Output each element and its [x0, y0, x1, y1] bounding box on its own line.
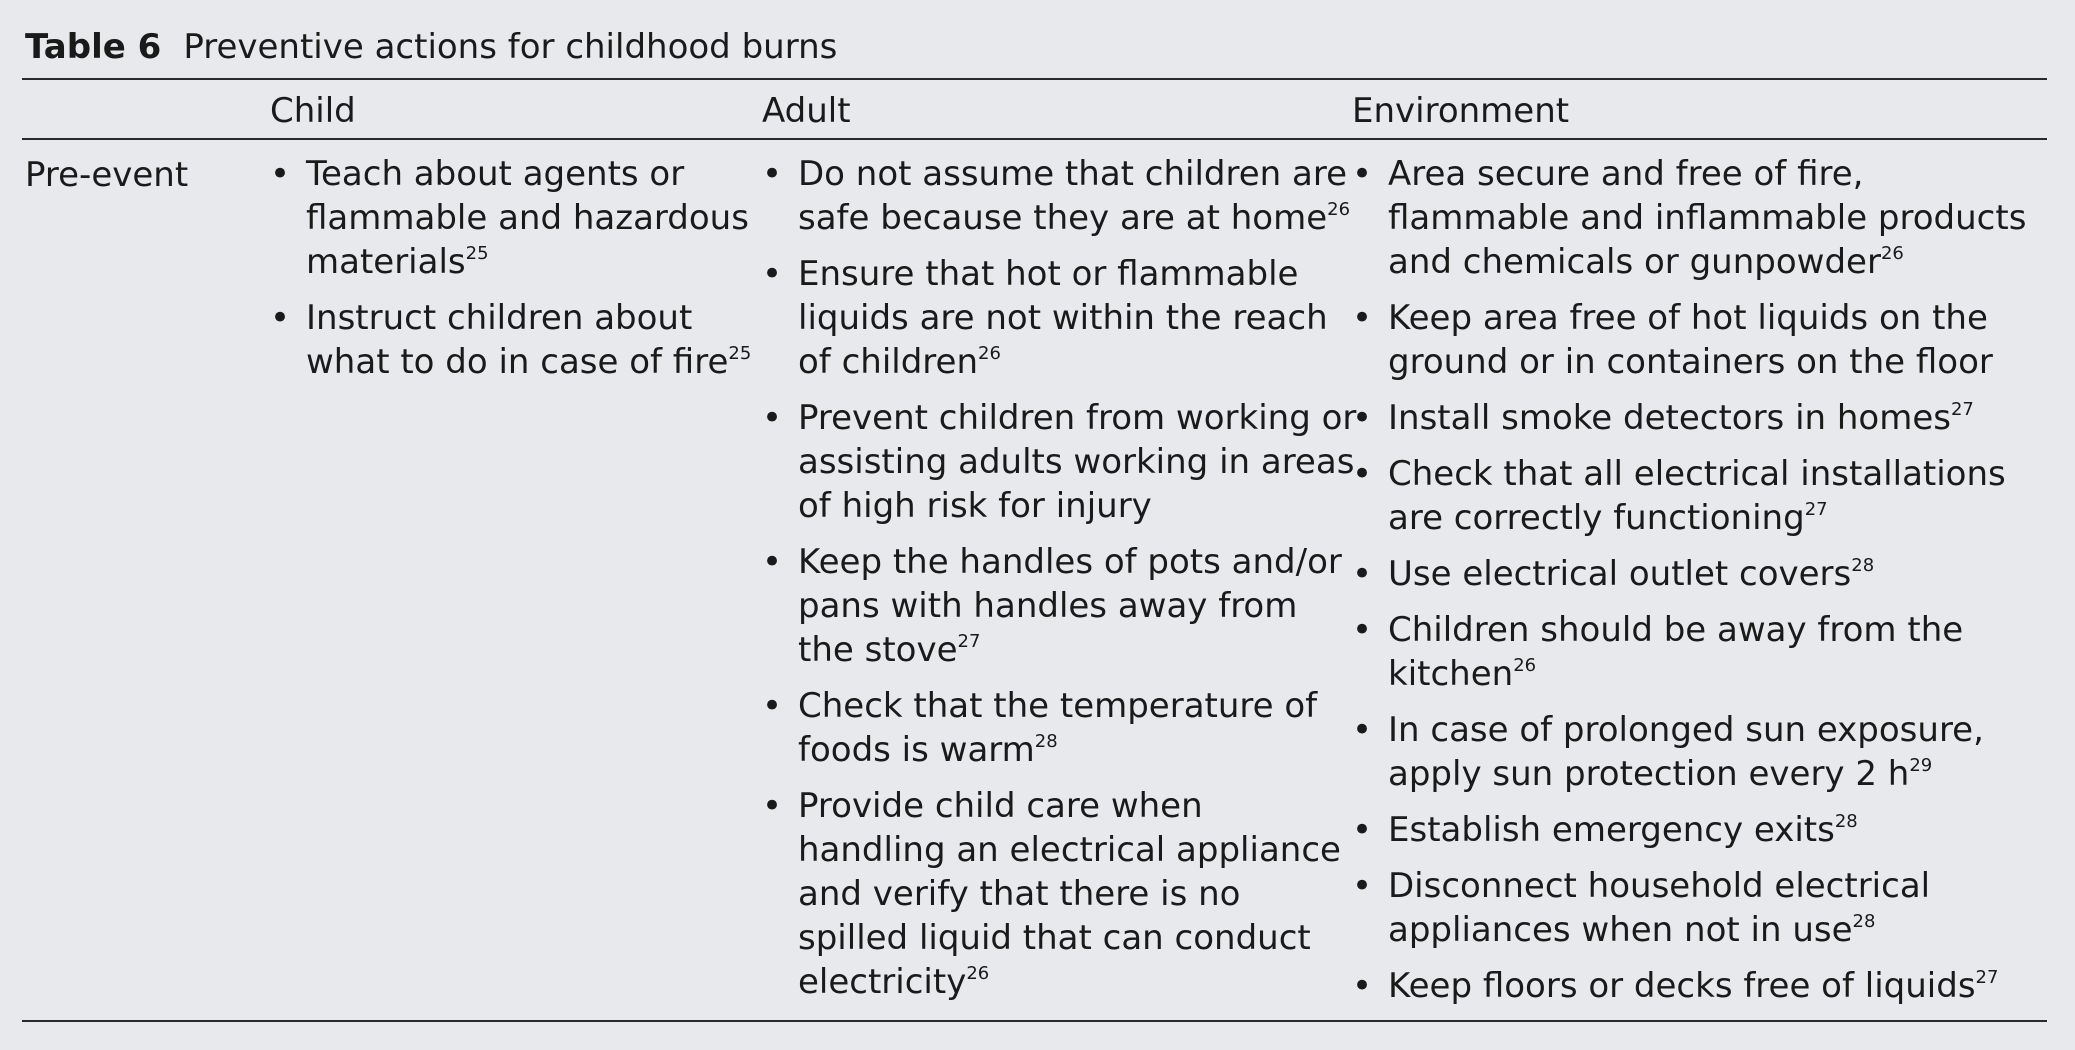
table-title: Preventive actions for childhood burns — [183, 27, 838, 67]
list-item — [1352, 552, 2052, 596]
environment-column — [1352, 152, 2052, 1020]
list-item — [1352, 964, 2052, 1008]
reference-number: 25 — [465, 243, 489, 264]
item-text: Disconnect household electrical appliances when not in use — [1388, 866, 1931, 950]
item-text: In case of prolonged sun exposure, apply sun protection every 2 h — [1388, 710, 1984, 794]
list-item — [1352, 864, 2052, 952]
item-text: Check that all electrical installations are correctly functioning — [1388, 454, 2006, 538]
list-item — [270, 296, 760, 384]
item-text: Children should be away from the kitchen — [1388, 610, 1964, 694]
list-item — [1352, 808, 2052, 852]
list-item — [762, 396, 1360, 528]
item-text: Establish emergency exits — [1388, 810, 1835, 850]
list-item — [762, 152, 1360, 240]
adult-actions-list — [762, 152, 1360, 1004]
reference-number: 27 — [1804, 499, 1828, 520]
item-text: Prevent children from working or assisting adults working in areas of high risk for injury — [798, 398, 1357, 526]
reference-number: 26 — [978, 343, 1001, 364]
list-item — [1352, 152, 2052, 284]
list-item — [1352, 396, 2052, 440]
adult-column — [762, 152, 1360, 1016]
reference-number: 28 — [1834, 811, 1858, 832]
reference-number: 27 — [1950, 399, 1974, 420]
list-item — [762, 784, 1360, 1004]
reference-number: 26 — [1880, 243, 1904, 264]
list-item — [762, 252, 1360, 384]
header-rule — [22, 138, 2047, 140]
column-header-environment: Environment — [1352, 91, 1570, 131]
column-header-adult: Adult — [762, 91, 851, 131]
list-item — [1352, 608, 2052, 696]
bottom-rule — [22, 1020, 2047, 1022]
reference-number: 26 — [1513, 655, 1537, 676]
top-rule — [22, 78, 2047, 80]
item-text: Install smoke detectors in homes — [1388, 398, 1951, 438]
table-caption — [25, 24, 837, 70]
column-header-child: Child — [270, 91, 356, 131]
table-number: Table 6 — [25, 27, 162, 67]
reference-number: 28 — [1034, 731, 1058, 752]
environment-actions-list — [1352, 152, 2052, 1008]
item-text: Ensure that hot or flammable liquids are not within the reach of children — [798, 254, 1328, 382]
item-text: Keep area free of hot liquids on the ground or in containers on the floor — [1388, 298, 1993, 382]
item-text: Provide child care when handling an electrical appliance and verify that there is no spilled liquid that can conduct electricity — [798, 786, 1341, 1002]
reference-number: 25 — [728, 343, 752, 364]
reference-number: 28 — [1852, 911, 1876, 932]
reference-number: 26 — [1327, 199, 1351, 220]
item-text: Keep the handles of pots and/or pans with handles away from the stove — [798, 542, 1342, 670]
item-text: Check that the temperature of foods is warm — [798, 686, 1318, 770]
reference-number: 27 — [957, 631, 981, 652]
reference-number: 29 — [1909, 755, 1933, 776]
item-text: Keep floors or decks free of liquids — [1388, 966, 1976, 1006]
list-item — [762, 540, 1360, 672]
item-text: Instruct children about what to do in case of fire — [306, 298, 729, 382]
list-item — [270, 152, 760, 284]
item-text: Do not assume that children are safe because they are at home — [798, 154, 1347, 238]
list-item — [1352, 452, 2052, 540]
list-item — [1352, 296, 2052, 384]
list-item — [1352, 708, 2052, 796]
item-text: Use electrical outlet covers — [1388, 554, 1852, 594]
row-label-pre-event: Pre-event — [25, 155, 189, 195]
list-item — [762, 684, 1360, 772]
item-text: Area secure and free of fire, flammable and inflammable products and chemicals or gunpowder — [1388, 154, 2027, 282]
reference-number: 27 — [1975, 967, 1999, 988]
child-actions-list — [270, 152, 760, 384]
reference-number: 28 — [1851, 555, 1875, 576]
child-column — [270, 152, 760, 396]
item-text: Teach about agents or flammable and hazardous materials — [306, 154, 749, 282]
reference-number: 26 — [966, 963, 990, 984]
